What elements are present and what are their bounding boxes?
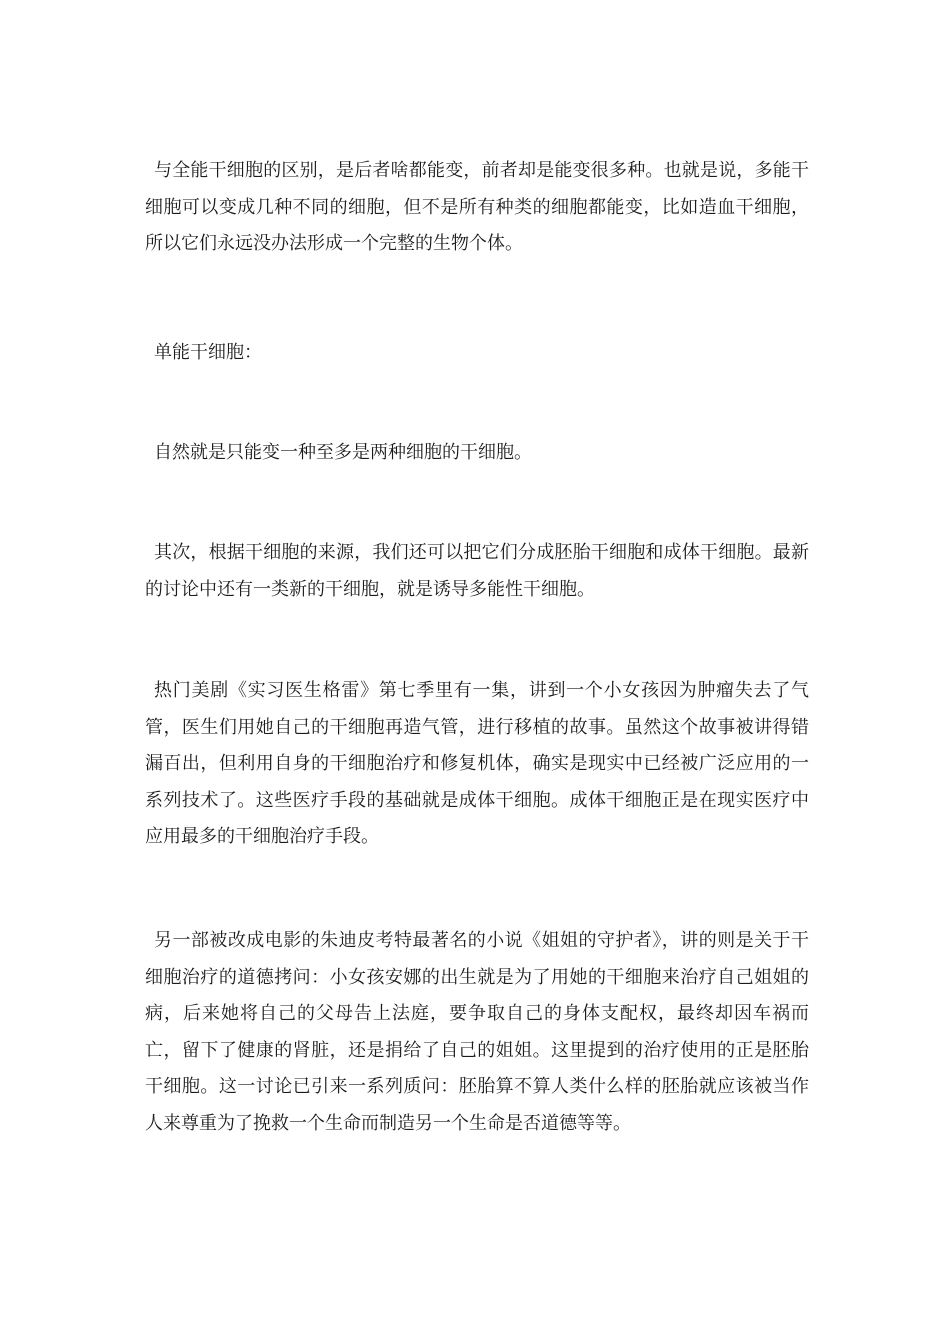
paragraph-greys-anatomy: 热门美剧《实习医生格雷》第七季里有一集，讲到一个小女孩因为肿瘤失去了气管，医生们用她自己的干细胞再造气管，进行移植的故事。虽然这个故事被讲得错漏百出，但利用自身的干细胞治疗和修复机体，确实是现实中已经被广泛应用的一系列技术了。这些医疗手段的基础就是成体干细胞。成体干细胞正是在现实医疗中应用最多的干细胞治疗手段。 [145,680,809,847]
paragraph-unipotent-definition: 自然就是只能变一种至多是两种细胞的干细胞。 [154,442,532,463]
paragraph-pluripotent-difference: 与全能干细胞的区别，是后者啥都能变，前者却是能变很多种。也就是说，多能干细胞可以变成几种不同的细胞，但不是所有种类的细胞都能变，比如造血干细胞，所以它们永远没办法形成一个完整的生物个体。 [145,160,809,254]
paragraph-stem-cell-sources: 其次，根据干细胞的来源，我们还可以把它们分成胚胎干细胞和成体干细胞。最新的讨论中还有一类新的干细胞，就是诱导多能性干细胞。 [145,542,809,600]
paragraph-unipotent-heading: 单能干细胞： [154,342,262,363]
paragraph-sisters-keeper: 另一部被改成电影的朱迪皮考特最著名的小说《姐姐的守护者》，讲的则是关于干细胞治疗的道德拷问：小女孩安娜的出生就是为了用她的干细胞来治疗自己姐姐的病，后来她将自己的父母告上法庭，要争取自己的身体支配权，最终却因车祸而亡，留下了健康的肾脏，还是捐给了自己的姐姐。这里提到的治疗使用的正是胚胎干细胞。这一讨论已引来一系列质问：胚胎算不算人类什么样的胚胎就应该被当作人来尊重为了挽救一个生命而制造另一个生命是否道德等等。 [145,930,809,1134]
